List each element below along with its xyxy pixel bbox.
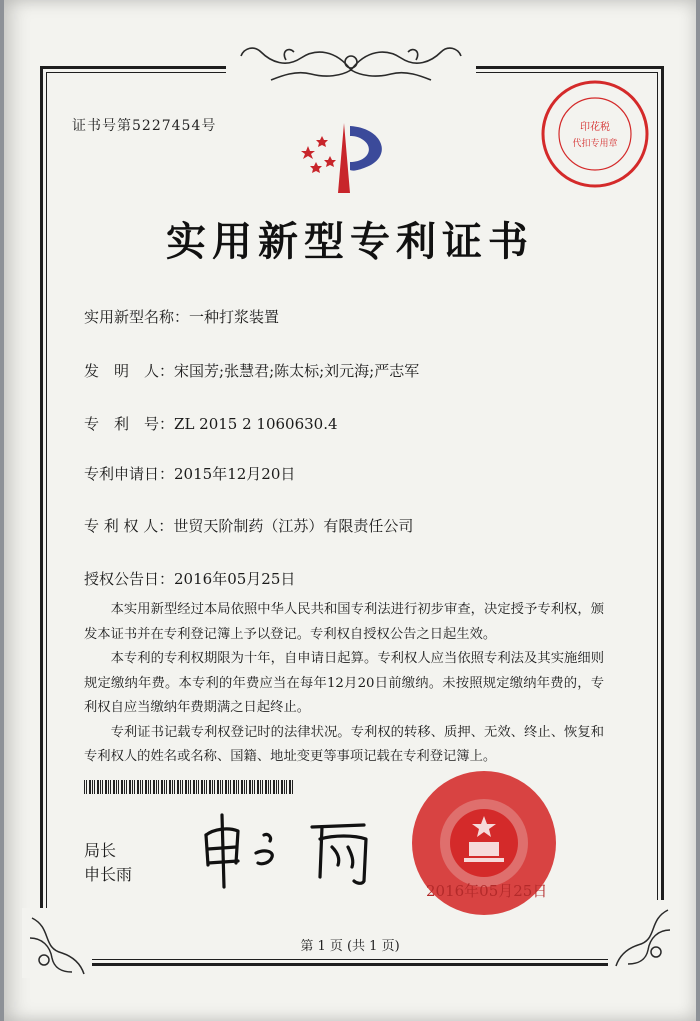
field-patent-number xyxy=(84,413,338,434)
field-label: 专 利 权 人： xyxy=(84,517,174,535)
field-label: 专利申请日： xyxy=(84,465,175,483)
director-signature xyxy=(194,805,384,890)
top-ornament xyxy=(226,40,476,86)
field-label: 发 明 人： xyxy=(84,362,175,380)
certificate-number: 证书号第5227454号 xyxy=(72,118,217,134)
field-value: 世贸天阶制药（江苏）有限责任公司 xyxy=(173,517,414,535)
field-label: 专 利 号： xyxy=(84,415,175,433)
svg-text:印花税: 印花税 xyxy=(580,122,610,133)
seal-date: 2016年05月25日 xyxy=(426,882,548,900)
director-title: 局长 xyxy=(84,841,117,860)
field-label: 授权公告日： xyxy=(84,570,175,588)
page-title: 实用新型专利证书 xyxy=(166,219,534,265)
field-inventors xyxy=(84,360,419,381)
certificate-sheet xyxy=(4,0,696,1021)
svg-text:代扣专用章: 代扣专用章 xyxy=(572,139,618,149)
body-paragraph: 本专利的专利权期限为十年，自申请日起算。专利权人应当依照专利法及其实施细则规定缴纳年费。本专利的年费应当在每年12月20日前缴纳。未按照规定缴纳年费的，专利权自应当缴纳年费期满之日起终止。 xyxy=(84,651,604,715)
barcode xyxy=(84,780,294,794)
page-number: 第 1 页 (共 1 页) xyxy=(300,939,400,954)
field-value: 2015年12月20日 xyxy=(174,465,296,483)
field-label: 实用新型名称： xyxy=(84,308,190,326)
body-paragraph: 本实用新型经过本局依照中华人民共和国专利法进行初步审查，决定授予专利权，颁发本证书并在专利登记簿上予以登记。专利权自授权公告之日起生效。 xyxy=(84,602,604,642)
field-value: 一种打浆装置 xyxy=(189,308,280,326)
field-value: 宋国芳;张慧君;陈太标;刘元海;严志军 xyxy=(174,362,420,380)
field-utility-model-name xyxy=(84,306,279,327)
director-name: 申长雨 xyxy=(84,865,133,884)
field-filing-date xyxy=(84,463,295,484)
tax-agent-seal xyxy=(539,78,651,190)
field-patentee xyxy=(84,515,413,536)
body-paragraph: 专利证书记载专利权登记时的法律状况。专利权的转移、质押、无效、终止、恢复和专利权人的姓名或名称、国籍、地址变更等事项记载在专利登记簿上。 xyxy=(84,724,604,764)
cnipa-logo xyxy=(294,118,404,198)
field-value: 2016年05月25日 xyxy=(174,570,296,588)
certificate-body xyxy=(84,598,604,770)
field-grant-date xyxy=(84,568,295,589)
field-value: ZL 2015 2 1060630.4 xyxy=(174,415,338,433)
